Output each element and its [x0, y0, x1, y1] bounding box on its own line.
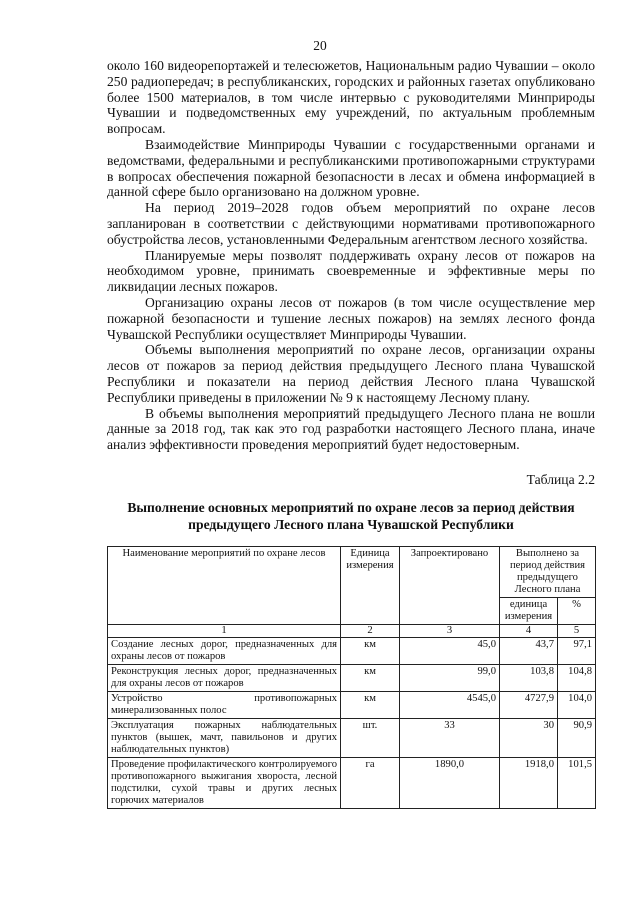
- cell-done: 43,7: [500, 638, 558, 665]
- cell-done: 30: [500, 719, 558, 758]
- column-number: 3: [400, 625, 500, 638]
- header-done-pct: %: [558, 598, 596, 625]
- table-row: [108, 665, 596, 692]
- cell-name: Устройство противопожарных минерализованных полос: [108, 692, 341, 719]
- cell-name: Эксплуатация пожарных наблюдательных пунктов (вышек, мачт, павильонов и других наблюдательных пунктов): [108, 719, 341, 758]
- cell-pct: 97,1: [558, 638, 596, 665]
- header-done-unit: единица измерения: [500, 598, 558, 625]
- cell-name: Реконструкция лесных дорог, предназначенных для охраны лесов от пожаров: [108, 665, 341, 692]
- table-title: Выполнение основных мероприятий по охране лесов за период действия предыдущего Лесного плана Чувашской Республики: [127, 500, 575, 532]
- table-row: [108, 719, 596, 758]
- cell-done: 1918,0: [500, 758, 558, 809]
- table-row: [108, 758, 596, 809]
- paragraph: Организацию охраны лесов от пожаров (в том числе осуществление мер пожарной безопасности и тушение лесных пожаров) на землях лесного фонда Чувашской Республики осуществляет Минприроды Чувашии.: [107, 294, 595, 342]
- body-text: [107, 58, 595, 453]
- cell-pct: 104,8: [558, 665, 596, 692]
- paragraph: В объемы выполнения мероприятий предыдущего Лесного плана не вошли данные за 2018 год, так как это год разработки настоящего Лесного плана, иначе анализ эффективности проведения мероприятий будет недостоверным.: [107, 405, 595, 453]
- cell-pct: 101,5: [558, 758, 596, 809]
- column-number: 1: [108, 625, 341, 638]
- cell-unit: км: [341, 638, 400, 665]
- cell-planned: 33: [400, 719, 500, 758]
- cell-pct: 90,9: [558, 719, 596, 758]
- cell-name: Проведение профилактического контролируемого противопожарного выжигания хвороста, лесной подстилки, сухой травы и других лесных горючих материалов: [108, 758, 341, 809]
- cell-planned: 1890,0: [400, 758, 500, 809]
- header-unit: Единица измерения: [341, 547, 400, 625]
- cell-planned: 45,0: [400, 638, 500, 665]
- cell-planned: 99,0: [400, 665, 500, 692]
- paragraph: На период 2019–2028 годов объем мероприятий по охране лесов запланирован в соответствии с действующими нормативами противопожарного обустройства лесов, установленными Федеральным агентством лесного хозяйства.: [107, 200, 595, 247]
- paragraph: Взаимодействие Минприроды Чувашии с государственными органами и ведомствами, федеральными и республиканскими противопожарными структурами в вопросах обеспечения пожарной безопасности в лесах и обмена информацией в данной сфере было организовано на должном уровне.: [107, 136, 595, 200]
- paragraph: Объемы выполнения мероприятий по охране лесов, организации охраны лесов от пожаров за период действия предыдущего Лесного плана Чувашской Республики и показатели на период действия Лесного плана Чувашской Республики приведены в приложении № 9 к настоящему Лесному плану.: [107, 342, 595, 405]
- cell-unit: км: [341, 692, 400, 719]
- table-row: [108, 692, 596, 719]
- header-planned: Запроектировано: [400, 547, 500, 625]
- cell-unit: км: [341, 665, 400, 692]
- cell-unit: шт.: [341, 719, 400, 758]
- column-number: 5: [558, 625, 596, 638]
- column-numbers-row: [108, 625, 596, 638]
- column-number: 4: [500, 625, 558, 638]
- cell-done: 103,8: [500, 665, 558, 692]
- cell-name: Создание лесных дорог, предназначенных для охраны лесов от пожаров: [108, 638, 341, 665]
- header-done: Выполнено за период действия предыдущего Лесного плана: [500, 547, 596, 598]
- header-name: Наименование мероприятий по охране лесов: [108, 547, 341, 625]
- paragraph: около 160 видеорепортажей и телесюжетов, Национальным радио Чувашии – около 250 радиопередач; в республиканских, городских и районных газетах опубликовано более 1500 материалов, в том числе интервью с руководителями Минприроды Чувашии и подведомственных ему учреждений, по актуальным проблемным вопросам.: [107, 58, 595, 137]
- cell-done: 4727,9: [500, 692, 558, 719]
- paragraph: Планируемые меры позволят поддерживать охрану лесов от пожаров на необходимом уровне, принимать своевременные и эффективные меры по ликвидации лесных пожаров.: [107, 247, 595, 295]
- column-number: 2: [341, 625, 400, 638]
- cell-planned: 4545,0: [400, 692, 500, 719]
- table-row: [108, 638, 596, 665]
- measures-table: [107, 546, 596, 809]
- cell-pct: 104,0: [558, 692, 596, 719]
- table-label: Таблица 2.2: [526, 472, 595, 487]
- page-number: 20: [313, 38, 327, 53]
- cell-unit: га: [341, 758, 400, 809]
